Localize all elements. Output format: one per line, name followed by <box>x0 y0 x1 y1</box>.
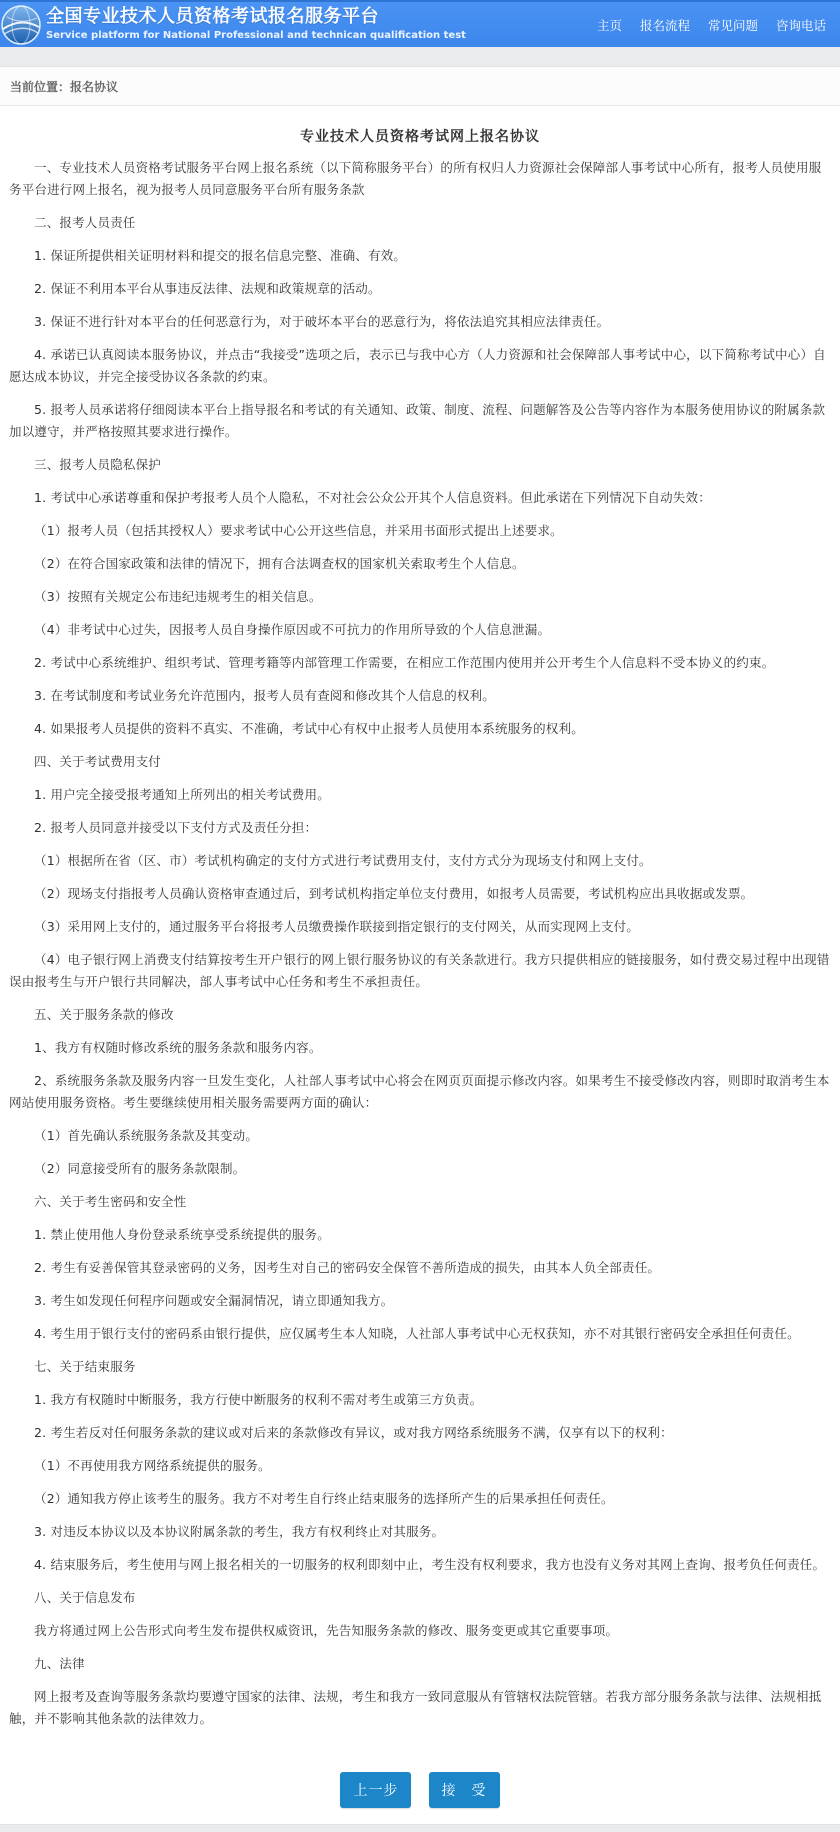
agreement-paragraph: （4）电子银行网上消费支付结算按考生开户银行的网上银行服务协议的有关条款进行。我方只提供相应的链接服务，如付费交易过程中出现错误由报考生与开户银行共同解决，部人事考试中心任务和考生不承担责任。 <box>9 952 830 989</box>
action-buttons <box>9 1772 831 1808</box>
breadcrumb-current-page: 报名协议 <box>70 80 119 94</box>
agreement-paragraph: （1）首先确认系统服务条款及其变动。 <box>34 1128 259 1143</box>
platform-subtitle: Service platform for National Professional and technican qualification test <box>46 30 466 41</box>
agreement-paragraph: 5. 报考人员承诺将仔细阅读本平台上指导报名和考试的有关通知、政策、制度、流程、问题解答及公告等内容作为本服务使用协议的附属条款加以遵守，并严格按照其要求进行操作。 <box>9 402 826 439</box>
agreement-paragraph: 五、关于服务条款的修改 <box>34 1007 174 1022</box>
breadcrumb <box>0 67 840 106</box>
nav-faq-link[interactable]: 常见问题 <box>707 18 758 33</box>
agreement-paragraph: （1）根据所在省（区、市）考试机构确定的支付方式进行考试费用支付，支付方式分为现场支付和网上支付。 <box>34 853 652 868</box>
agreement-paragraph: 4. 考生用于银行支付的密码系由银行提供，应仅属考生本人知晓，人社部人事考试中心无权获知，亦不对其银行密码安全承担任何责任。 <box>34 1326 800 1341</box>
accept-button[interactable]: 接 受 <box>429 1772 500 1808</box>
agreement-paragraph: 二、报考人员责任 <box>34 215 136 230</box>
agreement-paragraph: 网上报考及查询等服务条款均要遵守国家的法律、法规，考生和我方一致同意服从有管辖权法院管辖。若我方部分服务条款与法律、法规相抵触，并不影响其他条款的法律效力。 <box>9 1689 822 1726</box>
agreement-paragraph: 1、我方有权随时修改系统的服务条款和服务内容。 <box>34 1040 322 1055</box>
nav-registration-process-link[interactable]: 报名流程 <box>639 18 690 33</box>
agreement-paragraph: 2、系统服务条款及服务内容一旦发生变化，人社部人事考试中心将会在网页页面提示修改内容。如果考生不接受修改内容，则即时取消考生本网站使用服务资格。考生要继续使用相关服务需要两方面的确认： <box>9 1073 830 1110</box>
agreement-body <box>9 157 831 1730</box>
agreement-paragraph: 我方将通过网上公告形式向考生发布提供权威资讯，先告知服务条款的修改、服务变更或其它重要事项。 <box>34 1623 619 1638</box>
agreement-content <box>0 106 840 1808</box>
site-header <box>0 0 840 47</box>
page-title: 专业技术人员资格考试网上报名协议 <box>300 129 540 145</box>
header-divider-strip <box>0 47 840 67</box>
agreement-paragraph: 2. 保证不利用本平台从事违反法律、法规和政策规章的活动。 <box>34 281 381 296</box>
agreement-paragraph: 六、关于考生密码和安全性 <box>34 1194 187 1209</box>
agreement-paragraph: 2. 考生若反对任何服务条款的建议或对后来的条款修改有异议，或对我方网络系统服务不满，仅享有以下的权利： <box>34 1425 673 1440</box>
agreement-paragraph: 3. 对违反本协议以及本协议附属条款的考生，我方有权利终止对其服务。 <box>34 1524 445 1539</box>
agreement-paragraph: 4. 承诺已认真阅读本服务协议，并点击“我接受”选项之后，表示已与我中心方（人力资源和社会保障部人事考试中心，以下简称考试中心）自愿达成本协议，并完全接受协议各条款的约束。 <box>9 347 826 384</box>
agreement-paragraph: 三、报考人员隐私保护 <box>34 457 162 472</box>
agreement-paragraph: 1. 保证所提供相关证明材料和提交的报名信息完整、准确、有效。 <box>34 248 407 263</box>
agreement-paragraph: 3. 考生如发现任何程序问题或安全漏洞情况，请立即通知我方。 <box>34 1293 394 1308</box>
platform-logo-icon <box>0 4 42 46</box>
agreement-paragraph: 1. 考试中心承诺尊重和保护考报考人员个人隐私，不对社会公众公开其个人信息资料。但此承诺在下列情况下自动失效： <box>34 490 711 505</box>
agreement-paragraph: 4. 结束服务后，考生使用与网上报名相关的一切服务的权利即刻中止，考生没有权利要求，我方也没有义务对其网上查询、报考负任何责任。 <box>34 1557 826 1572</box>
agreement-paragraph: 1. 禁止使用他人身份登录系统享受系统提供的服务。 <box>34 1227 330 1242</box>
agreement-paragraph: 3. 保证不进行针对本平台的任何恶意行为，对于破坏本平台的恶意行为，将依法追究其相应法律责任。 <box>34 314 610 329</box>
agreement-paragraph: （1）报考人员（包括其授权人）要求考试中心公开这些信息，并采用书面形式提出上述要求。 <box>34 523 563 538</box>
agreement-paragraph: （2）通知我方停止该考生的服务。我方不对考生自行终止结束服务的选择所产生的后果承担任何责任。 <box>34 1491 614 1506</box>
agreement-paragraph: 一、专业技术人员资格考试服务平台网上报名系统（以下简称服务平台）的所有权归人力资源社会保障部人事考试中心所有，报考人员使用服务平台进行网上报名，视为报考人员同意服务平台所有服务条款 <box>9 160 822 197</box>
agreement-paragraph: （2）同意接受所有的服务条款限制。 <box>34 1161 246 1176</box>
agreement-paragraph: （2）在符合国家政策和法律的情况下，拥有合法调查权的国家机关索取考生个人信息。 <box>34 556 525 571</box>
breadcrumb-label: 当前位置： <box>10 80 71 94</box>
agreement-paragraph: （3）采用网上支付的，通过服务平台将报考人员缴费操作联接到指定银行的支付网关，从而实现网上支付。 <box>34 919 640 934</box>
agreement-paragraph: 4. 如果报考人员提供的资料不真实、不准确，考试中心有权中止报考人员使用本系统服务的权利。 <box>34 721 584 736</box>
previous-step-button[interactable]: 上一步 <box>340 1772 411 1808</box>
agreement-paragraph: 七、关于结束服务 <box>34 1359 136 1374</box>
agreement-paragraph: （1）不再使用我方网络系统提供的服务。 <box>34 1458 271 1473</box>
agreement-paragraph: 八、关于信息发布 <box>34 1590 136 1605</box>
footer-strip <box>0 1824 840 1832</box>
platform-title: 全国专业技术人员资格考试报名服务平台 <box>46 6 379 27</box>
agreement-paragraph: （4）非考试中心过失，因报考人员自身操作原因或不可抗力的作用所导致的个人信息泄漏。 <box>34 622 551 637</box>
agreement-paragraph: 2. 考试中心系统维护、组织考试、管理考籍等内部管理工作需要，在相应工作范围内使用并公开考生个人信息料不受本协义的约束。 <box>34 655 775 670</box>
agreement-paragraph: 3. 在考试制度和考试业务允许范围内，报考人员有查阅和修改其个人信息的权利。 <box>34 688 496 703</box>
agreement-paragraph: 1. 我方有权随时中断服务，我方行使中断服务的权利不需对考生或第三方负责。 <box>34 1392 483 1407</box>
agreement-paragraph: （2）现场支付指报考人员确认资格审查通过后，到考试机构指定单位支付费用，如报考人员需要，考试机构应出具收据或发票。 <box>34 886 754 901</box>
agreement-paragraph: 2. 报考人员同意并接受以下支付方式及责任分担： <box>34 820 318 835</box>
nav-home-link[interactable]: 主页 <box>596 18 622 33</box>
agreement-paragraph: 1. 用户完全接受报考通知上所列出的相关考试费用。 <box>34 787 330 802</box>
agreement-paragraph: （3）按照有关规定公布违纪违规考生的相关信息。 <box>34 589 322 604</box>
agreement-paragraph: 九、法律 <box>34 1656 85 1671</box>
agreement-paragraph: 2. 考生有妥善保管其登录密码的义务，因考生对自己的密码安全保管不善所造成的损失，由其本人负全部责任。 <box>34 1260 661 1275</box>
header-nav <box>597 16 826 34</box>
nav-contact-phone-link[interactable]: 咨询电话 <box>775 18 826 33</box>
agreement-paragraph: 四、关于考试费用支付 <box>34 754 162 769</box>
